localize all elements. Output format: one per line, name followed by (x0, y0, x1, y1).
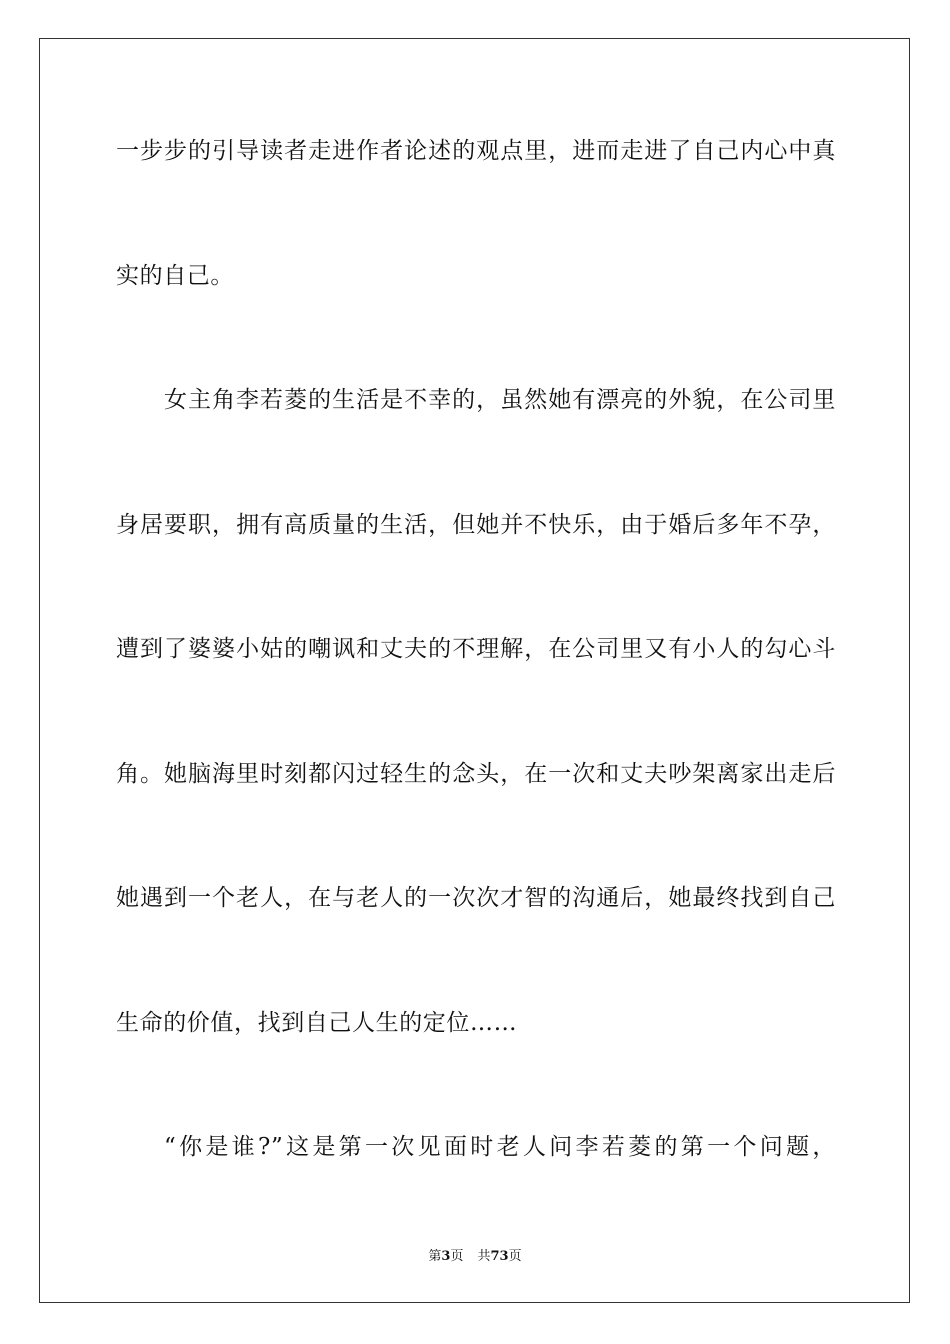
page-suffix: 页 (450, 1249, 464, 1264)
page-number: 3 (441, 1249, 451, 1264)
page-footer (0, 1248, 950, 1266)
page-prefix: 第 (428, 1249, 442, 1264)
paragraph-line: 实的自己。 (116, 263, 234, 289)
page-border (39, 38, 910, 1303)
paragraph-line: 女主角李若菱的生活是不幸的，虽然她有漂亮的外貌，在公司里 (164, 387, 836, 413)
paragraph-line: 她遇到一个老人，在与老人的一次次才智的沟通后，她最终找到自己 (116, 885, 836, 911)
paragraph-line: 遭到了婆婆小姑的嘲讽和丈夫的不理解，在公司里又有小人的勾心斗 (116, 636, 836, 662)
paragraph-line: 生命的价值，找到自己人生的定位…… (116, 1010, 518, 1036)
paragraph-line: 一步步的引导读者走进作者论述的观点里，进而走进了自己内心中真 (116, 138, 836, 164)
paragraph-line: 身居要职，拥有高质量的生活，但她并不快乐，由于婚后多年不孕， (116, 512, 836, 538)
paragraph-line: 角。她脑海里时刻都闪过轻生的念头，在一次和丈夫吵架离家出走后 (116, 761, 836, 787)
total-prefix: 共 (477, 1249, 491, 1264)
total-suffix: 页 (508, 1249, 522, 1264)
paragraph-line: “你是谁?”这是第一次见面时老人问李若菱的第一个问题， (164, 1134, 836, 1160)
total-pages: 73 (490, 1249, 509, 1264)
